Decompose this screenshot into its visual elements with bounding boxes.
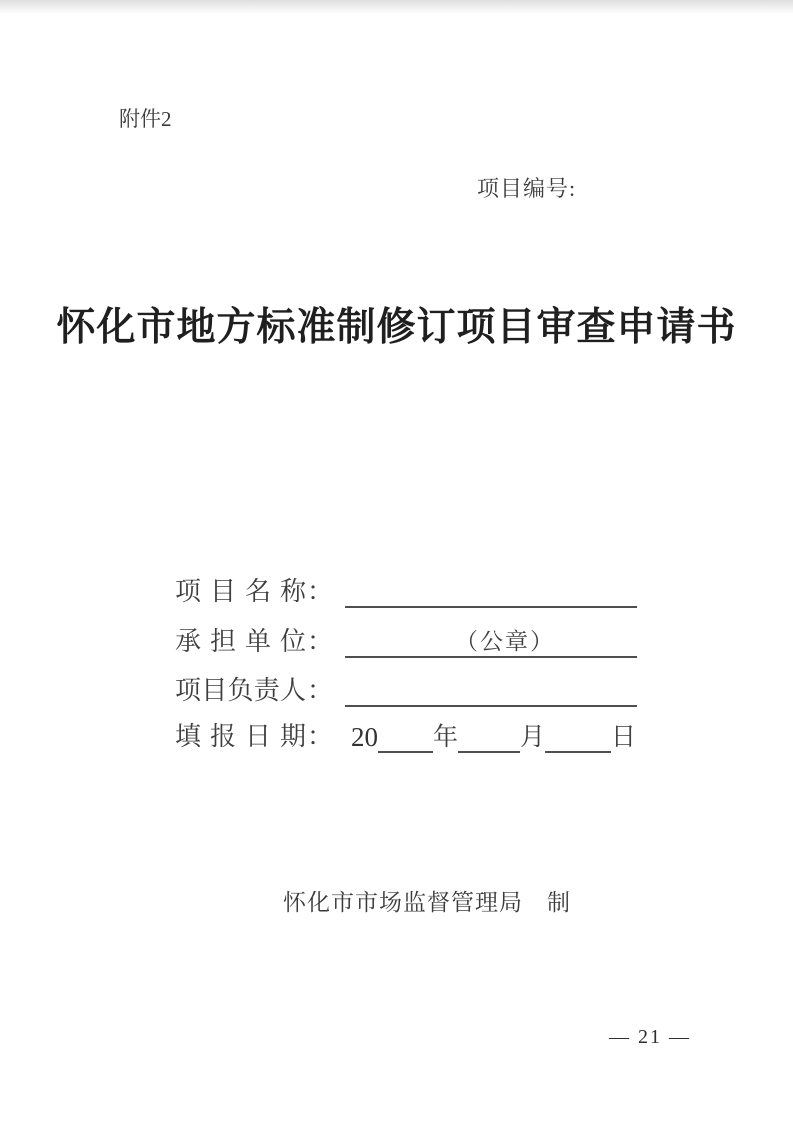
filing-date-century-prefix: 20 [351,722,379,752]
form-row-filing-date [175,719,636,753]
filing-date-day-suffix: 日 [611,724,637,751]
project-name-colon: ： [307,577,334,606]
filing-date-label: 填报日期 [175,722,306,751]
project-name-label: 项目名称 [175,577,306,606]
filing-date-colon: ： [307,722,334,751]
filing-date-month-suffix: 月 [520,724,546,751]
project-leader-label: 项目负责人 [175,676,306,705]
attachment-label: 附件2 [119,107,172,131]
form-row-undertaking-unit [175,624,637,658]
undertaking-unit-label: 承担单位 [175,627,306,656]
filing-date-day-blank [545,721,611,753]
project-name-blank-line [345,572,637,608]
page-number: — 21 — [609,1026,691,1048]
filing-date-month-blank [458,721,520,753]
form-row-project-name [175,574,637,608]
official-seal-note: （公章） [455,629,556,654]
filing-date-year-suffix: 年 [433,724,459,751]
project-leader-blank-line [345,671,637,707]
issuing-authority: 怀化市市场监督管理局 制 [283,890,571,915]
undertaking-unit-blank-line [345,622,637,658]
form-row-project-leader [175,673,637,707]
document-title: 怀化市地方标准制修订项目审查申请书 [56,306,737,349]
undertaking-unit-colon: ： [307,627,334,656]
project-leader-colon: ： [307,676,334,705]
filing-date-year-blank [378,721,433,753]
project-number-label: 项目编号: [477,176,577,201]
